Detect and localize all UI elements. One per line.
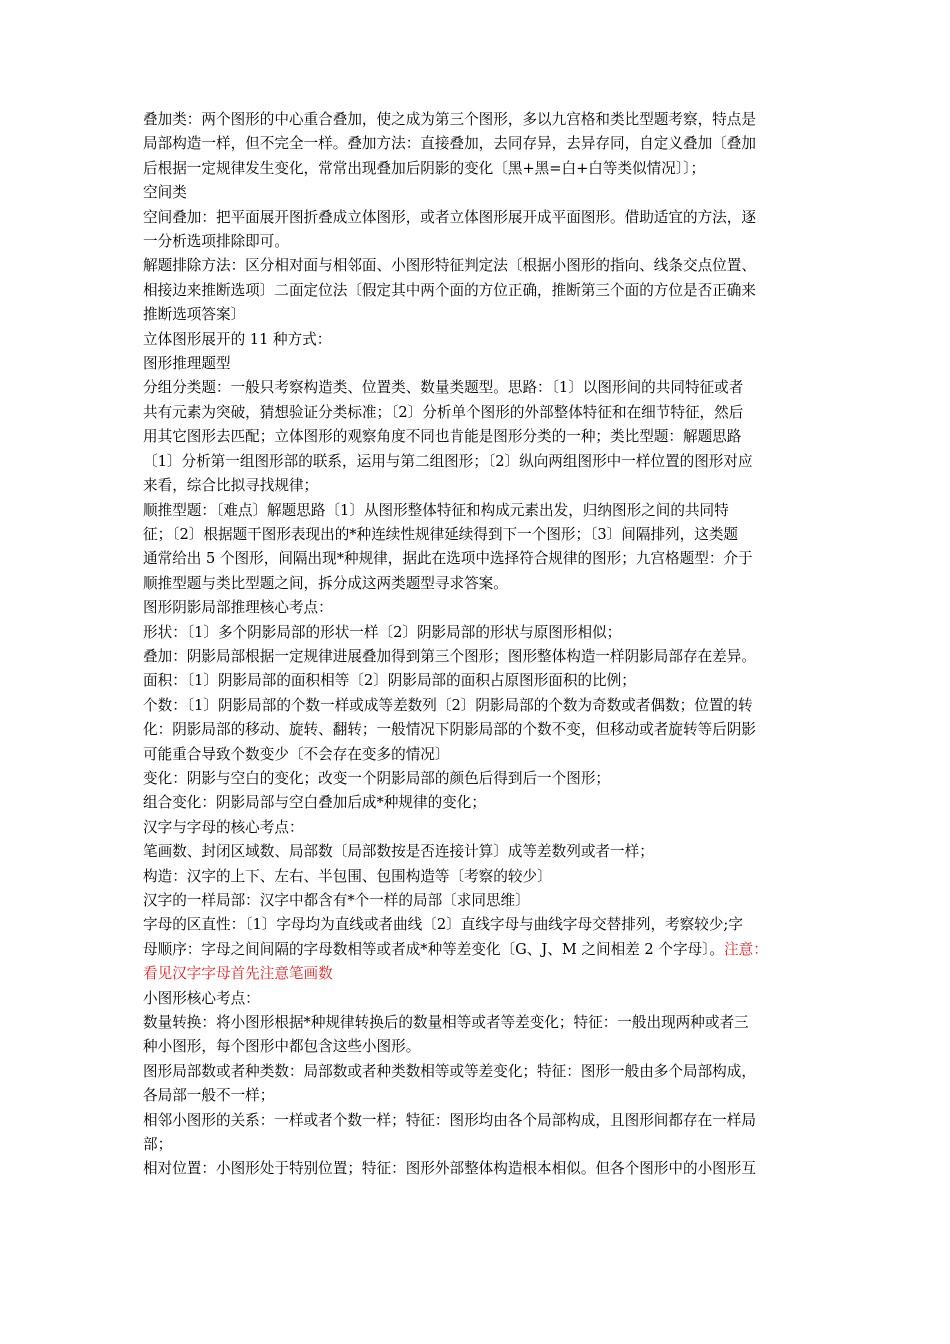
text-line: 化：阴影局部的移动、旋转、翻转；一般情况下阴影局部的个数不变，但移动或者旋转等后阴影 [143, 721, 756, 739]
paragraph-sequence [143, 499, 815, 597]
text-line: 用其它图形去匹配；立体图形的观察角度不同也肯能是图形分类的一种；类比型题：解题思路 [143, 428, 742, 446]
text-line: 部； [143, 1136, 173, 1154]
paragraph-letters [143, 913, 815, 986]
text-line: 汉字的一样局部：汉字中都含有*个一样的局部〔求同思维〕 [143, 892, 530, 909]
text-line: 各局部一般不一样； [143, 1087, 275, 1105]
text-line: 图形推理题型 [143, 355, 231, 373]
text-line: 相邻小图形的关系：一样或者个数一样；特征：图形均由各个局部构成，且图形间都存在一样局 [143, 1111, 756, 1129]
paragraph-relative-position [143, 1157, 815, 1181]
text-line: 变化：阴影与空白的变化；改变一个阴影局部的颜色后得到后一个图形； [143, 769, 611, 787]
heading-chinese-letters [143, 816, 815, 840]
text-line: 汉字与字母的核心考点： [143, 818, 304, 836]
text-line: 形状：〔1〕多个阴影局部的形状一样〔2〕阴影局部的形状与原图形相似； [143, 623, 622, 641]
heading-spatial [143, 181, 815, 205]
paragraph-count [143, 694, 815, 767]
text-line: 叠加类：两个图形的中心重合叠加，使之成为第三个图形，多以九宫格和类比型题考察，特点是 [143, 111, 756, 128]
text-line-with-note [143, 938, 815, 962]
note-text: 看见汉字字母首先注意笔画数 [143, 965, 333, 983]
heading-small-figures [143, 987, 815, 1011]
paragraph-same-part [143, 889, 815, 913]
text-line: 构造：汉字的上下、左右、半包围、包围构造等〔考察的较少〕 [143, 867, 552, 885]
heading-shadow-core [143, 596, 815, 620]
text-line: 个数：〔1〕阴影局部的个数一样或成等差数列〔2〕阴影局部的个数为奇数或者偶数；位置的转 [143, 696, 753, 714]
paragraph-shape [143, 621, 815, 645]
text-line: 分组分类题：一般只考察构造类、位置类、数量类题型。思路：〔1〕以图形间的共同特征或者 [143, 379, 744, 397]
paragraph-area [143, 669, 815, 693]
text-line: 顺推型题与类比型题之间，拆分成这两类题型寻求答案。 [143, 574, 508, 592]
heading-figure-reasoning [143, 352, 815, 376]
paragraph-quantity-conversion [143, 1011, 815, 1060]
paragraph-combined-change [143, 791, 815, 815]
text-line: 来看，综合比拟寻找规律； [143, 477, 319, 495]
text-line: 后根据一定规律发生变化，常常出现叠加后阴影的变化〔黑+黑=白+白等类似情况〕〕； [143, 159, 706, 177]
document-page [143, 108, 815, 1182]
note-label: 注意： [724, 940, 768, 958]
paragraph-elimination-method [143, 254, 815, 327]
text-line: 空间叠加：把平面展开图折叠成立体图形，或者立体图形展开成平面图形。借助适宜的方法，逐 [143, 208, 756, 226]
paragraph-part-count [143, 1060, 815, 1109]
text-line: 征；〔2〕根据题干图形表现出的*种连续性规律延续得到下一个图形；〔3〕间隔排列，这类题 [143, 525, 739, 543]
text-line: 种小图形，每个图形中都包含这些小图形。 [143, 1038, 421, 1056]
paragraph-unfolding-ways [143, 328, 815, 352]
text-line: 推断选项答案〕 [143, 306, 246, 324]
text-line: 通常给出 5 个图形，间隔出现*种规律，据此在选项中选择符合规律的图形；九宫格题型：介于 [143, 550, 753, 568]
paragraph-overlay [143, 108, 815, 181]
text-line: 立体图形展开的 11 种方式： [143, 330, 332, 348]
paragraph-change [143, 767, 815, 791]
text-line: 图形阴影局部推理核心考点： [143, 599, 333, 617]
paragraph-overlay-shadow [143, 645, 815, 669]
text-line: 叠加：阴影局部根据一定规律进展叠加得到第三个图形；图形整体构造一样阴影局部存在差异。 [143, 647, 756, 665]
text-line: 相接边来推断选项〕二面定位法〔假定其中两个面的方位正确，推断第三个面的方位是否正确来 [143, 281, 756, 299]
text-line: 母顺序：字母之间间隔的字母数相等或者成*种等差变化〔G、J、M 之间相差 2 个字母〕。 [143, 940, 725, 958]
paragraph-structure [143, 865, 815, 889]
text-line: 可能重合导致个数变少〔不会存在变多的情况〕 [143, 745, 450, 763]
text-line: 小图形核心考点： [143, 989, 260, 1007]
text-line: 面积：〔1〕阴影局部的面积相等〔2〕阴影局部的面积占原图形面积的比例； [143, 672, 636, 690]
text-line: 一分析选项排除即可。 [143, 233, 289, 251]
text-line: 笔画数、封闭区域数、局部数〔局部数按是否连接计算〕成等差数列或者一样； [143, 843, 654, 861]
paragraph-grouping [143, 376, 815, 498]
text-line: 字母的区直性：〔1〕字母均为直线或者曲线〔2〕直线字母与曲线字母交替排列，考察较少;字 [143, 916, 743, 934]
paragraph-spatial-folding [143, 206, 815, 255]
text-line: 图形局部数或者种类数：局部数或者种类数相等或等差变化；特征：图形一般由多个局部构成， [143, 1062, 756, 1080]
text-line: 空间类 [143, 184, 187, 202]
text-line: 顺推型题：〔难点〕解题思路〔1〕从图形整体特征和构成元素出发，归纳图形之间的共同特 [143, 501, 729, 519]
text-line: 解题排除方法：区分相对面与相邻面、小图形特征判定法〔根据小图形的指向、线条交点位置、 [143, 257, 756, 275]
paragraph-strokes [143, 840, 815, 864]
paragraph-adjacent-relation [143, 1109, 815, 1158]
text-line: 〔1〕分析第一组图形部的联系，运用与第二组图形；〔2〕纵向两组图形中一样位置的图形对应 [143, 452, 753, 470]
text-line: 共有元素为突破，猜想验证分类标准；〔2〕分析单个图形的外部整体特征和在细节特征，然后 [143, 403, 744, 421]
text-line: 数量转换：将小图形根据*种规律转换后的数量相等或者等差变化；特征：一般出现两种或者三 [143, 1014, 749, 1032]
text-line: 相对位置：小图形处于特别位置；特征：图形外部整体构造根本相似。但各个图形中的小图形互 [143, 1160, 756, 1178]
text-line: 组合变化：阴影局部与空白叠加后成*种规律的变化； [143, 794, 486, 812]
text-line: 局部构造一样，但不完全一样。叠加方法：直接叠加，去同存异，去异存同，自定义叠加〔叠加 [143, 135, 756, 153]
